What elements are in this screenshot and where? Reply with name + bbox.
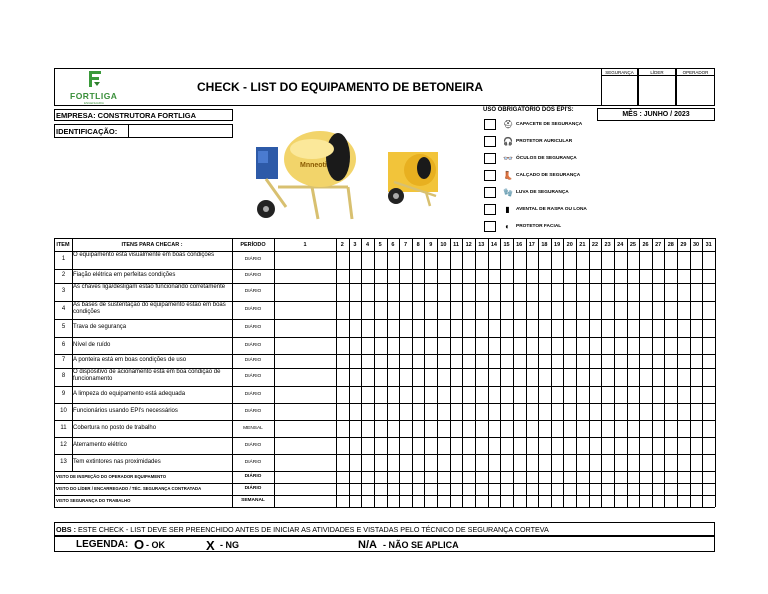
svg-text:Mnneoti: Mnneoti xyxy=(300,162,327,169)
legend-ok-symbol: O xyxy=(134,537,145,552)
page-title: CHECK - LIST DO EQUIPAMENTO DE BETONEIRA xyxy=(196,80,484,94)
day-header-30: 30 xyxy=(692,242,700,248)
row-item-text: Tem extintores nas proximidades xyxy=(73,458,161,465)
row-item-period: DIÁRIO xyxy=(244,307,262,312)
obs-label: OBS : xyxy=(56,525,76,534)
row-item-number: 5 xyxy=(61,324,66,330)
day-col-divider xyxy=(349,238,350,507)
epi-checkbox-7[interactable] xyxy=(484,221,496,232)
day-header-14: 14 xyxy=(490,242,497,248)
visto-label-1: VISTO DE INSPEÇÃO DO OPERADOR EQUIPAMENTO xyxy=(56,474,167,479)
row-item-period: DIÁRIO xyxy=(244,374,262,379)
row-divider xyxy=(54,420,715,421)
day-header-13: 13 xyxy=(478,242,485,248)
row-item-period: DIÁRIO xyxy=(244,408,262,414)
day-col-divider xyxy=(563,238,564,507)
day-col-divider xyxy=(450,238,451,507)
row-item-number: 12 xyxy=(60,441,67,448)
row-divider xyxy=(54,483,715,484)
epi-label-1: CAPACETE DE SEGURANÇA xyxy=(516,122,583,127)
row-item-text: Funcionários usando EPI's necessários xyxy=(73,407,178,414)
header-check: ITENS PARA CHECAR : xyxy=(121,242,183,248)
row-item-text: A ponteira está em boas condições de uso xyxy=(73,357,187,363)
ear-protector-icon: 🎧 xyxy=(503,137,513,146)
day-col-divider xyxy=(513,238,514,507)
day-header-18: 18 xyxy=(541,242,548,248)
row-item-number: 2 xyxy=(61,272,66,278)
row-item-number: 6 xyxy=(61,341,66,348)
row-item-text: As bases de sustentação do equipamento estão em boas condições xyxy=(73,302,226,315)
visto-label-2: VISTO DO LÍDER / ENCARREGADO / TÉC. SEGURANÇA CONTRATADA xyxy=(56,486,202,491)
row-divider xyxy=(54,471,715,472)
day-col-divider xyxy=(500,238,501,507)
row-item-period: DIÁRIO xyxy=(244,325,262,330)
row-item-number: 1 xyxy=(61,256,66,262)
day-col-divider xyxy=(677,238,678,507)
legend-ng: - NG xyxy=(220,540,239,550)
day-col-divider xyxy=(576,238,577,507)
epi-checkbox-5[interactable] xyxy=(484,187,496,198)
legend-ok: - OK xyxy=(146,540,165,550)
visto-label-3: VISTO SEGURANÇA DO TRABALHO xyxy=(56,498,131,503)
row-divider xyxy=(54,403,715,404)
row-item-text: Cobertura no posto de trabalho xyxy=(73,424,157,431)
day-col-divider xyxy=(462,238,463,507)
day-col-divider xyxy=(336,238,337,507)
day-col-divider xyxy=(614,238,615,507)
header-period: PERÍODO xyxy=(240,242,266,248)
row-item-number: 8 xyxy=(61,373,66,379)
goggles-icon: 👓 xyxy=(503,154,513,163)
row-divider xyxy=(54,354,715,355)
day-header-31: 31 xyxy=(705,242,712,248)
header-item: ITEM xyxy=(56,242,70,248)
day-header-9: 9 xyxy=(429,242,433,248)
row-item-number: 13 xyxy=(60,458,67,465)
day-header-23: 23 xyxy=(604,242,611,248)
day-header-21: 21 xyxy=(579,242,586,248)
day-header-22: 22 xyxy=(591,242,599,248)
row-item-period: DIÁRIO xyxy=(244,342,262,348)
row-item-period: DIÁRIO xyxy=(244,442,262,448)
day-col-divider xyxy=(702,238,703,507)
day-col-divider xyxy=(690,238,691,507)
epi-label-3: ÓCULOS DE SEGURANÇA xyxy=(516,156,577,161)
visto-period-1: DIÁRIO xyxy=(244,474,262,479)
day-header-29: 29 xyxy=(680,242,687,248)
day-header-12: 12 xyxy=(465,242,472,248)
day-header-26: 26 xyxy=(642,242,649,248)
identification-field[interactable] xyxy=(128,124,233,138)
day-header-7: 7 xyxy=(403,242,407,248)
epi-checkbox-3[interactable] xyxy=(484,153,496,164)
day-header-24: 24 xyxy=(617,242,624,248)
row-item-number: 9 xyxy=(61,390,66,397)
day-col-divider xyxy=(551,238,552,507)
row-item-text: O equipamento está visualmente em boas condições xyxy=(73,252,215,258)
col-divider xyxy=(54,238,55,507)
day-header-27: 27 xyxy=(655,242,662,248)
helmet-icon: ⛑ xyxy=(503,120,514,129)
row-item-period: DIÁRIO xyxy=(244,459,262,465)
day-col-divider xyxy=(627,238,628,507)
day-col-divider xyxy=(374,238,375,507)
day-col-divider xyxy=(652,238,653,507)
day-col-divider xyxy=(361,238,362,507)
row-item-text: As chaves liga/desligam estão funcionando corretamente xyxy=(73,284,226,290)
col-divider xyxy=(715,238,716,507)
day-header-15: 15 xyxy=(503,242,510,248)
day-col-divider xyxy=(664,238,665,507)
epi-label-4: CALÇADO DE SEGURANÇA xyxy=(516,173,581,178)
epi-checkbox-4[interactable] xyxy=(484,170,496,181)
epi-title: USO OBRIGATÓRIO DOS EPI'S: xyxy=(483,107,574,113)
day-col-divider xyxy=(639,238,640,507)
signature-label-2: LÍDER xyxy=(650,70,664,75)
row-item-text: Trava de segurança xyxy=(73,324,127,330)
obs-text xyxy=(56,525,549,534)
logo-tagline: ENGENHARIA xyxy=(84,101,104,105)
signature-label-3: OPERADOR xyxy=(682,70,709,75)
row-item-text: Aterramento elétrico xyxy=(73,441,128,448)
row-divider xyxy=(54,454,715,455)
row-item-text: Nível de ruído xyxy=(73,341,111,348)
legend-ng-symbol: X xyxy=(206,538,215,553)
epi-label-7: PROTETOR FACIAL xyxy=(516,224,562,229)
row-item-period: DIÁRIO xyxy=(244,358,262,363)
day-header-8: 8 xyxy=(416,242,420,248)
epi-label-5: LUVA DE SEGURANÇA xyxy=(516,190,569,195)
fortliga-logo-icon xyxy=(87,70,103,88)
day-col-divider xyxy=(399,238,400,507)
day-header-20: 20 xyxy=(566,242,573,248)
row-item-text: A limpeza do equipamento está adequada xyxy=(73,390,186,397)
day-header-5: 5 xyxy=(378,242,382,248)
col-divider xyxy=(274,238,275,507)
legend-label: LEGENDA: xyxy=(76,539,129,550)
row-item-period: DIÁRIO xyxy=(244,257,262,262)
day-header-1: 1 xyxy=(303,242,307,248)
epi-label-2: PROTETOR AURICULAR xyxy=(516,139,573,144)
row-divider xyxy=(54,386,715,387)
day-col-divider xyxy=(601,238,602,507)
row-item-period: MENSAL xyxy=(243,425,263,431)
day-col-divider xyxy=(589,238,590,507)
row-item-period: DIÁRIO xyxy=(244,289,262,294)
day-header-11: 11 xyxy=(453,242,459,248)
day-col-divider xyxy=(526,238,527,507)
row-divider xyxy=(54,319,715,320)
logo-text: FORTLIGA xyxy=(70,91,118,101)
table-top xyxy=(54,238,715,239)
company-label: EMPRESA: CONSTRUTORA FORTLIGA xyxy=(56,111,196,120)
epi-checkbox-1[interactable] xyxy=(484,119,496,130)
day-col-divider xyxy=(424,238,425,507)
concrete-mixer-side-image xyxy=(386,150,442,208)
day-header-28: 28 xyxy=(667,242,674,248)
signature-label-1: SEGURANÇA xyxy=(605,70,634,75)
glove-icon: 🧤 xyxy=(503,188,513,197)
apron-icon: ▮ xyxy=(505,205,510,214)
concrete-mixer-image xyxy=(252,127,364,223)
row-divider xyxy=(54,437,715,438)
epi-checkbox-6[interactable] xyxy=(484,204,496,215)
row-item-period: DIÁRIO xyxy=(244,391,262,397)
day-header-6: 6 xyxy=(391,242,395,248)
row-item-number: 4 xyxy=(61,306,66,312)
row-item-number: 10 xyxy=(60,407,67,414)
row-item-number: 11 xyxy=(60,424,67,431)
boot-icon: 👢 xyxy=(503,171,513,180)
day-col-divider xyxy=(488,238,489,507)
row-item-text: Fiação elétrica em perfeitas condições xyxy=(73,272,176,278)
day-header-3: 3 xyxy=(353,242,357,248)
visto-period-2: DIÁRIO xyxy=(244,486,262,491)
day-header-19: 19 xyxy=(554,242,561,248)
row-item-number: 3 xyxy=(61,288,66,294)
day-col-divider xyxy=(412,238,413,507)
epi-checkbox-2[interactable] xyxy=(484,136,496,147)
identification-label: IDENTIFICAÇÃO: xyxy=(56,127,118,136)
day-header-25: 25 xyxy=(629,242,636,248)
day-header-17: 17 xyxy=(528,242,535,248)
day-col-divider xyxy=(475,238,476,507)
visto-period-3: SEMANAL xyxy=(241,498,265,503)
day-col-divider xyxy=(387,238,388,507)
row-divider xyxy=(54,495,715,496)
day-header-16: 16 xyxy=(516,242,523,248)
day-col-divider xyxy=(538,238,539,507)
legend-na: - NÃO SE APLICA xyxy=(383,540,459,550)
day-header-4: 4 xyxy=(366,242,370,248)
row-item-period: DIÁRIO xyxy=(244,273,262,278)
day-header-2: 2 xyxy=(340,242,344,248)
row-item-number: 7 xyxy=(61,357,66,363)
row-divider xyxy=(54,337,715,338)
month-label: MÊS : JUNHO / 2023 xyxy=(622,111,690,118)
obs-content: ESTE CHECK - LIST DEVE SER PREENCHIDO ANTES DE INICIAR AS ATIVIDADES E VISTADAS PELO TÉCNICO DE SEGURANÇA CORTEVA xyxy=(75,525,549,534)
row-divider xyxy=(54,269,715,270)
day-col-divider xyxy=(437,238,438,507)
face-shield-icon: ◐ xyxy=(505,222,510,231)
row-item-text: O dispositivo de acionamento está em boa condição de funcionamento xyxy=(73,369,221,382)
day-header-10: 10 xyxy=(440,242,447,248)
table-bottom xyxy=(54,507,715,508)
epi-label-6: AVENTAL DE RASPA OU LONA xyxy=(516,207,587,212)
legend-na-symbol: N/A xyxy=(358,539,377,551)
